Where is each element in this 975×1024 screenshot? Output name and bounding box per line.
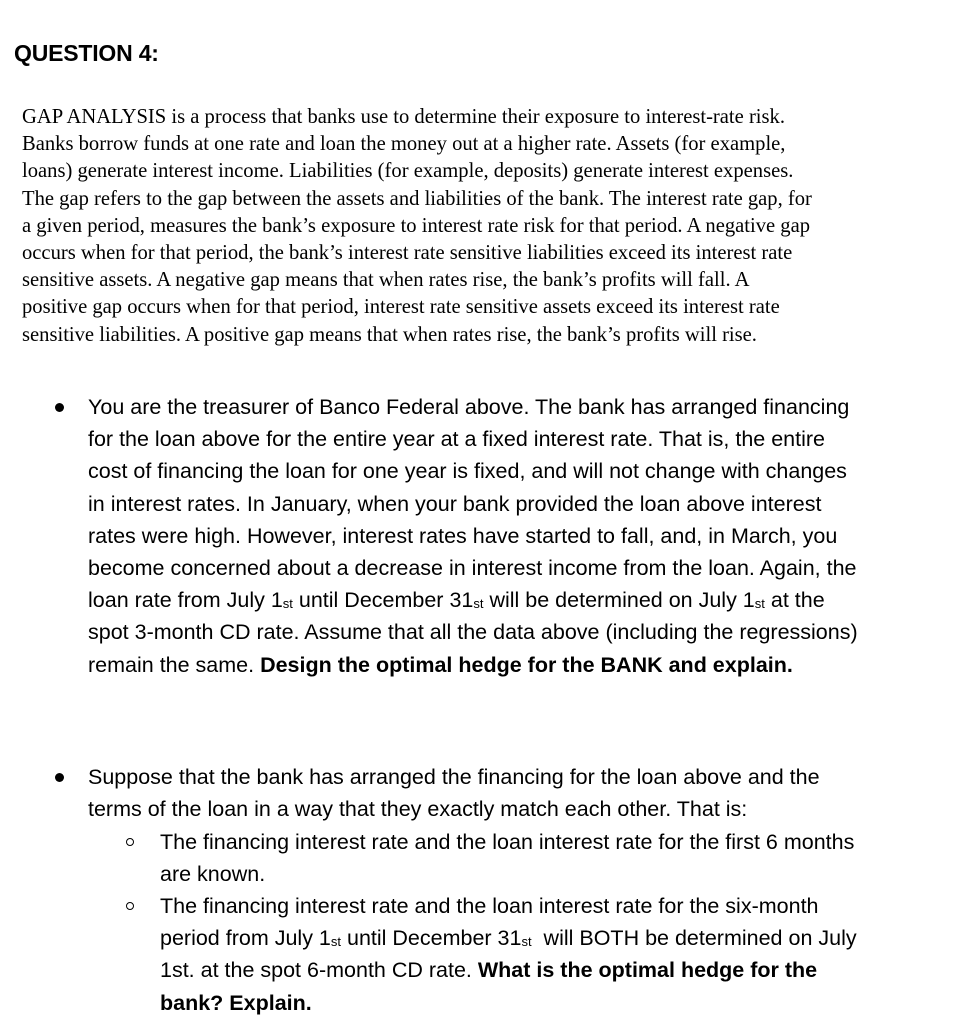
paragraph-line: GAP ANALYSIS is a process that banks use to determine their exposure to interest-rate risk. xyxy=(22,106,785,128)
bullet-line: cost of financing the loan for one year is fixed, and will not change with changes xyxy=(88,459,847,484)
paragraph-line: Banks borrow funds at one rate and loan the money out at a higher rate. Assets (for example, xyxy=(22,133,786,156)
bullet-dot-icon xyxy=(55,403,64,412)
sub-bullet-line: 1st. at the spot 6-month CD rate. What is the optimal hedge for the xyxy=(160,958,818,983)
bullet-line: You are the treasurer of Banco Federal above. The bank has arranged financing xyxy=(88,395,850,419)
sub-bullet-circle-icon xyxy=(126,902,134,910)
paragraph-line: a given period, measures the bank’s exposure to interest rate risk for that period. A negative gap xyxy=(22,214,811,237)
sub-bullet-line: period from July 1st until December 31st will BOTH be determined on July xyxy=(160,926,857,951)
bullet-line: in interest rates. In January, when your bank provided the loan above interest xyxy=(88,491,822,516)
bullet-line: Suppose that the bank has arranged the financing for the loan above and the xyxy=(88,765,820,789)
bullet-line: loan rate from July 1st until December 31st will be determined on July 1st at the xyxy=(88,588,825,613)
paragraph-line: sensitive assets. A negative gap means that when rates rise, the bank’s profits will fall. A xyxy=(22,269,750,292)
sub-bullet-circle-icon xyxy=(126,838,134,846)
sub-bullet-line xyxy=(160,987,857,1019)
paragraph-line: positive gap occurs when for that period, interest rate sensitive assets exceed its interest rate xyxy=(22,296,780,319)
bullet-item-treasurer xyxy=(88,391,858,681)
paragraph-line: loans) generate interest income. Liabilities (for example, deposits) generate interest expenses. xyxy=(22,160,794,183)
question-heading: QUESTION 4: xyxy=(14,40,159,66)
paragraph-line: occurs when for that period, the bank’s interest rate sensitive liabilities exceed its interest rate xyxy=(22,242,793,265)
sub-bullet-line: The financing interest rate and the loan interest rate for the first 6 months xyxy=(160,830,855,854)
bullet-line: for the loan above for the entire year at a fixed interest rate. That is, the entire xyxy=(88,427,825,452)
bold-instruction: Design the optimal hedge for the BANK and explain. xyxy=(260,652,793,677)
bullet-line: become concerned about a decrease in interest income from the loan. Again, the xyxy=(88,556,857,581)
bold-instruction: What is the optimal hedge for the xyxy=(477,958,818,983)
sub-bullet-line: are known. xyxy=(160,862,266,887)
bullet-line: rates were high. However, interest rates have started to fall, and, in March, you xyxy=(88,523,838,548)
paragraph-line: sensitive liabilities. A positive gap means that when rates rise, the bank’s profits will rise. xyxy=(22,323,757,346)
bold-instruction: bank? Explain. xyxy=(160,990,312,1015)
paragraph-line: The gap refers to the gap between the assets and liabilities of the bank. The interest rate gap, for xyxy=(22,187,812,210)
sub-bullet-second-period xyxy=(160,890,857,1019)
sub-bullet-first-six-months xyxy=(160,826,854,890)
bullet-dot-icon xyxy=(55,773,64,782)
bullet-line: remain the same. Design the optimal hedge for the BANK and explain. xyxy=(88,652,793,677)
bullet-line: terms of the loan in a way that they exactly match each other. That is: xyxy=(88,797,748,822)
bullet-line: spot 3-month CD rate. Assume that all the data above (including the regressions) xyxy=(88,620,858,645)
sub-bullet-line: The financing interest rate and the loan interest rate for the six-month xyxy=(160,894,819,918)
gap-analysis-paragraph xyxy=(22,104,967,349)
bullet-item-matched-financing xyxy=(88,761,820,825)
